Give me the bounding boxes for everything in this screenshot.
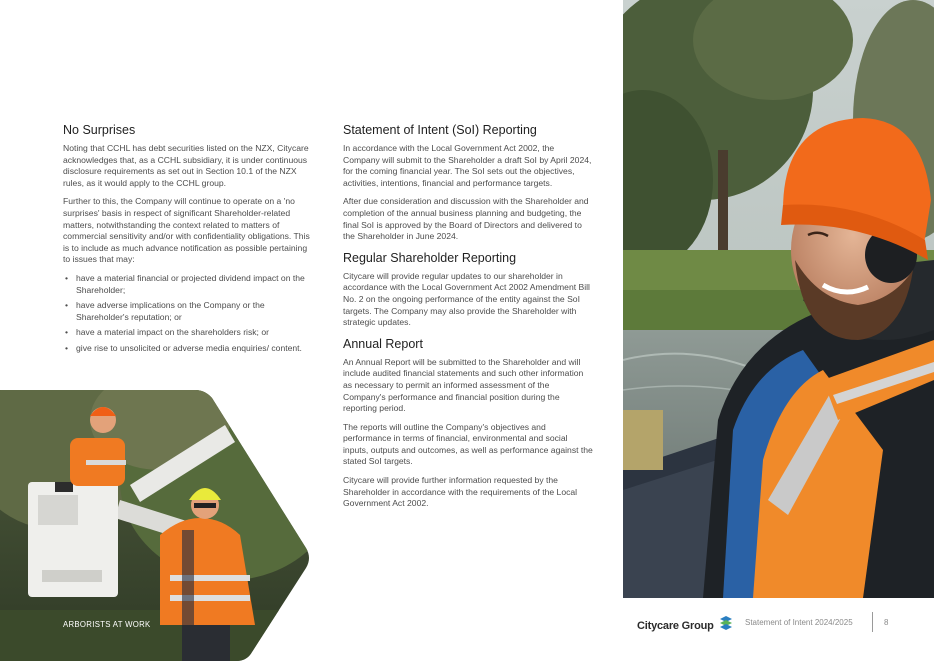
no-surprises-bullet-list <box>63 273 313 355</box>
soi-paragraph-1: In accordance with the Local Government Act 2002, the Company will submit to the Shareholder a draft SoI by April 2024, for the coming financial year. The SoI sets out the objectives, activities, intentions, financial and performance targets. <box>343 143 592 188</box>
photo-caption: ARBORISTS AT WORK <box>63 620 151 629</box>
no-surprises-paragraph-1: Noting that CCHL has debt securities listed on the NZX, Citycare acknowledges that, as a CCHL subsidiary, it is under continuous disclosure requirements as set out in Section 10.1 of the NZX rules, as it would apply to the CCHL group. <box>63 143 309 188</box>
regular-reporting-paragraph: Citycare will provide regular updates to our shareholder in accordance with the Local Government Act 2002 Amendment Bill No. 2 on the ongoing performance of the entity against the SoI targets. The Company may also provide the Shareholder with strategic updates. <box>343 270 590 328</box>
soi-paragraph-2: After due consideration and discussion with the Shareholder and completion of the annual business planning and budgeting, the final SoI is approved by the Board of Directors and delivered to the Shareholder in June 2024. <box>343 196 589 242</box>
logo-mark-icon <box>719 616 733 635</box>
arborists-photo <box>0 390 312 661</box>
citycare-logo <box>637 616 733 635</box>
bullet-item: • have adverse implications on the Company or the Shareholder's reputation; or <box>63 300 313 323</box>
no-surprises-section <box>63 123 313 355</box>
regular-reporting-heading: Regular Shareholder Reporting <box>343 250 517 265</box>
regular-reporting-section <box>343 251 593 329</box>
annual-report-heading: Annual Report <box>343 336 423 351</box>
footer-document-title: Statement of Intent 2024/2025 <box>745 618 853 627</box>
bullet-item: • have a material financial or projected dividend impact on the Shareholder; <box>63 273 313 296</box>
no-surprises-paragraph-2: Further to this, the Company will continue to operate on a 'no surprises' basis in respect of significant Shareholder-related matters, notwithstanding the context related to matters of commercial sensitivity and/or with confidentiality obligations. This is to include as much advance notification as possible pertaining to issues that may: <box>63 196 310 265</box>
bullet-item: • have a material impact on the shareholders risk; or <box>63 327 313 339</box>
footer-divider <box>872 612 873 632</box>
annual-report-paragraph-1: An Annual Report will be submitted to the Shareholder and will include audited financial statements and such other information as necessary to permit an informed assessment of the Company's performance and financial position during the reporting period. <box>343 356 584 414</box>
annual-report-paragraph-3: Citycare will provide further information requested by the Shareholder in accordance with the requirements of the Local Government Act 2002. <box>343 475 578 509</box>
page-number: 8 <box>884 618 889 627</box>
boat-worker-photo <box>623 0 934 598</box>
middle-text-column <box>343 123 593 517</box>
annual-report-section <box>343 337 593 510</box>
soi-reporting-section <box>343 123 593 243</box>
left-text-column <box>63 123 313 361</box>
soi-reporting-heading: Statement of Intent (SoI) Reporting <box>343 123 537 137</box>
bullet-item: • give rise to unsolicited or adverse media enquiries/ content. <box>63 343 313 355</box>
annual-report-paragraph-2: The reports will outline the Company's objectives and performance in terms of financial, environmental and social inputs, outputs and outcomes, as well as performance against the stated SoI targets. <box>343 421 593 467</box>
logo-wordmark: Citycare Group <box>637 619 714 632</box>
no-surprises-heading: No Surprises <box>63 123 136 137</box>
